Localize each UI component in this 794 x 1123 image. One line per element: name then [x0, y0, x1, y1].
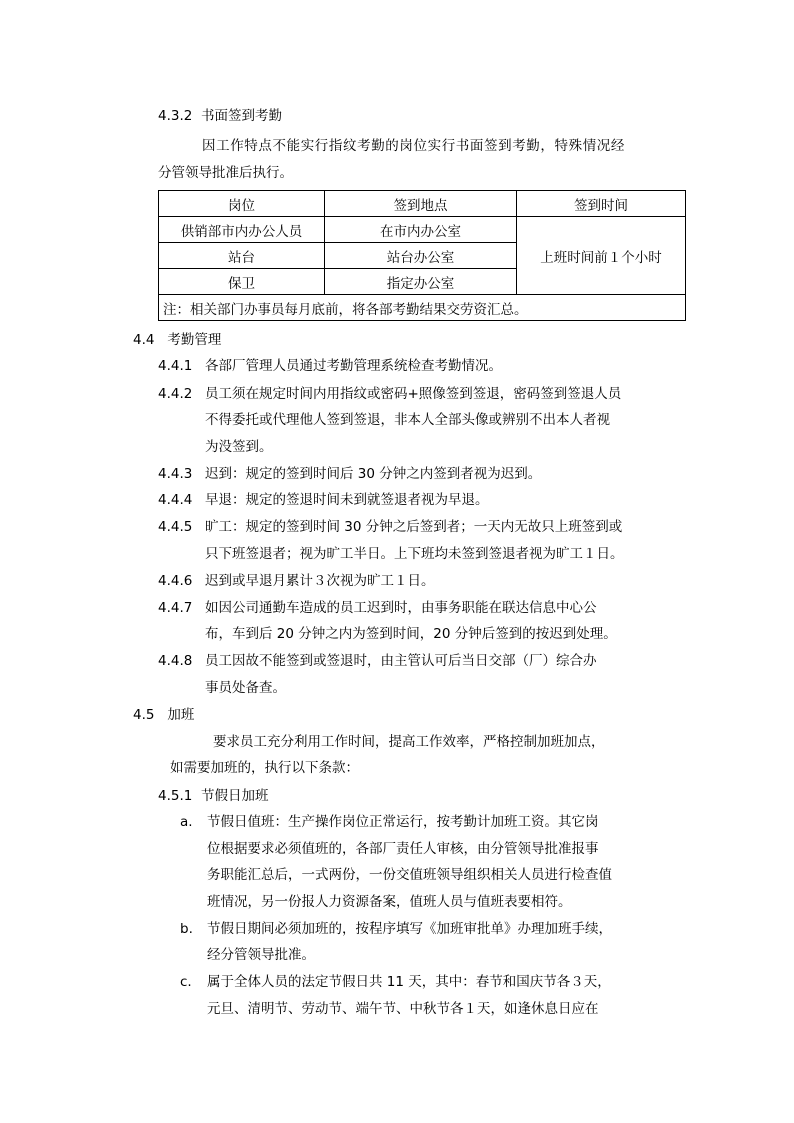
section-number: 4.3.2	[158, 108, 193, 124]
section-number: 4.4	[133, 332, 155, 348]
section-heading-4-3-2	[158, 106, 282, 126]
list-line: 节假日期间必须加班的，按程序填写《加班审批单》办理加班手续，	[207, 921, 612, 937]
list-label: c.	[180, 974, 192, 990]
item-line: 只下班签退者；视为旷工半日。上下班均未签到签退者视为旷工１日。	[205, 546, 624, 562]
table-cell-post: 站台	[159, 243, 325, 269]
table-header: 签到时间	[517, 191, 686, 217]
table-cell-place: 指定办公室	[325, 269, 517, 295]
list-line: 务职能汇总后，一式两份，一份交值班领导组织相关人员进行检查值	[207, 867, 612, 883]
item-line: 布，车到后 20 分钟之内为签到时间，20 分钟后签到的按迟到处理。	[205, 626, 617, 642]
item-line: 如因公司通勤车造成的员工迟到时，由事务职能在联达信息中心公	[205, 600, 597, 616]
item-number: 4.4.8	[158, 653, 193, 669]
list-line: 元旦、清明节、劳动节、端午节、中秋节各１天，如逢休息日应在	[207, 1001, 599, 1017]
table-note-row	[159, 295, 686, 321]
list-line: 班情况，另一份报人力资源备案，值班人员与值班表要相符。	[207, 894, 572, 910]
item-number: 4.4.2	[158, 386, 193, 402]
table-row	[159, 217, 686, 243]
item-line: 迟到或早退月累计３次视为旷工１日。	[205, 573, 435, 589]
section-heading-4-4	[133, 330, 221, 350]
item-line: 迟到：规定的签到时间后 30 分钟之内签到者视为迟到。	[205, 466, 542, 482]
list-line: 位根据要求必须值班的，各部厂责任人审核，由分管领导批准报事	[207, 841, 599, 857]
item-number: 4.4.5	[158, 519, 193, 535]
paragraph-line: 要求员工充分利用工作时间，提高工作效率，严格控制加班加点，	[213, 734, 605, 750]
section-title: 考勤管理	[167, 332, 222, 348]
paragraph-line: 如需要加班的，执行以下条款：	[170, 760, 359, 776]
list-line: 属于全体人员的法定节假日共 11 天，其中：春节和国庆节各３天，	[207, 974, 611, 990]
table-cell-post: 供销部市内办公人员	[159, 217, 325, 243]
item-line: 事员处备查。	[205, 680, 286, 696]
item-line: 员工须在规定时间内用指纹或密码+照像签到签退，密码签到签退人员	[205, 386, 622, 402]
table-cell-post: 保卫	[159, 269, 325, 295]
item-line: 各部厂管理人员通过考勤管理系统检查考勤情况。	[205, 358, 502, 374]
table-cell-place: 站台办公室	[325, 243, 517, 269]
section-number: 4.5	[133, 707, 155, 723]
table-header: 岗位	[159, 191, 325, 217]
item-line: 员工因故不能签到或签退时，由主管认可后当日交部（厂）综合办	[205, 653, 597, 669]
list-label: b.	[180, 921, 193, 937]
table-cell-time: 上班时间前１个小时	[517, 217, 686, 295]
item-number: 4.4.3	[158, 466, 193, 482]
section-title: 书面签到考勤	[200, 108, 282, 124]
item-line: 为没签到。	[205, 439, 273, 455]
item-number: 4.4.7	[158, 600, 193, 616]
section-title: 节假日加班	[200, 788, 269, 804]
section-title: 加班	[167, 707, 195, 723]
item-line: 早退：规定的签退时间未到就签退者视为早退。	[205, 492, 489, 508]
item-line: 不得委托或代理他人签到签退，非本人全部头像或辨别不出本人者视	[205, 412, 610, 428]
table-header: 签到地点	[325, 191, 517, 217]
table-cell-place: 在市内办公室	[325, 217, 517, 243]
section-number: 4.5.1	[158, 788, 193, 804]
subsection-heading-4-5-1	[158, 786, 268, 806]
item-number: 4.4.4	[158, 492, 193, 508]
paragraph-line: 分管领导批准后执行。	[158, 165, 293, 181]
list-line: 节假日值班：生产操作岗位正常运行，按考勤计加班工资。其它岗	[207, 814, 599, 830]
sign-in-table	[158, 190, 686, 321]
list-label: a.	[180, 814, 193, 830]
table-note: 注：相关部门办事员每月底前，将各部考勤结果交劳资汇总。	[159, 295, 686, 321]
list-line: 经分管领导批准。	[207, 947, 315, 963]
item-number: 4.4.6	[158, 573, 193, 589]
section-heading-4-5	[133, 705, 194, 725]
table-header-row	[159, 191, 686, 217]
item-line: 旷工：规定的签到时间 30 分钟之后签到者；一天内无故只上班签到或	[205, 519, 623, 535]
item-number: 4.4.1	[158, 358, 193, 374]
paragraph-line: 因工作特点不能实行指纹考勤的岗位实行书面签到考勤，特殊情况经	[202, 138, 625, 154]
